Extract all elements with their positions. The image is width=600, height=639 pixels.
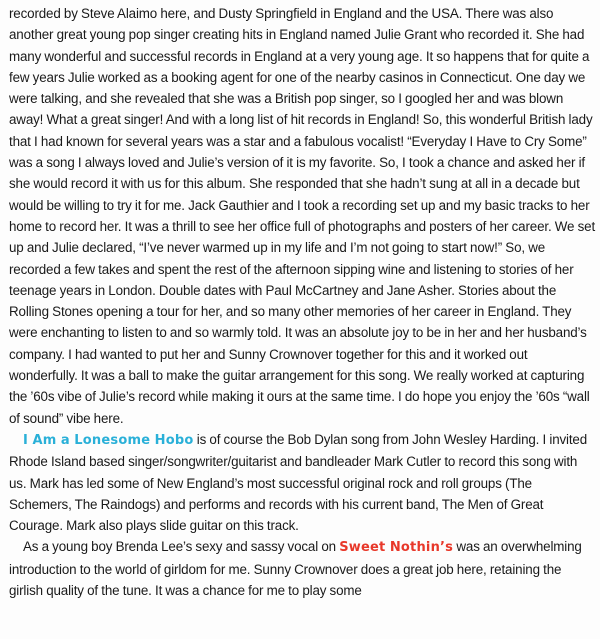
body-text bbox=[9, 3, 597, 601]
paragraph-sweet-nothins bbox=[9, 536, 597, 601]
paragraph-lonesome-hobo-text: is of course the Bob Dylan song from John Wesley Harding. I invited Rhode Island based singer/songwriter/guitarist and bandleader Mark Cutler to record this song with us. Mark has led some of New England’s most successful original rock and roll groups (The Schemers, The Raindogs) and performs and records with his current band, The Men of Great Courage. Mark also plays slide guitar on this track. bbox=[9, 431, 588, 534]
paragraph-lonesome-hobo bbox=[9, 429, 597, 536]
paragraph-sweet-nothins-after: was an overwhelming introduction to the world of girldom for me. Sunny Crownover does a great job here, retaining the girlish quality of the tune. It was a chance for me to play some bbox=[9, 539, 582, 599]
song-title-sweet-nothins: Sweet Nothin’s bbox=[339, 540, 454, 556]
song-title-lonesome-hobo: I Am a Lonesome Hobo bbox=[23, 432, 194, 448]
paragraph-sweet-nothins-before: As a young boy Brenda Lee’s sexy and sassy vocal on bbox=[23, 539, 340, 555]
paragraph-julie-grant: recorded by Steve Alaimo here, and Dusty Springfield in England and the USA. There was also another great young pop singer creating hits in England named Julie Grant who recorded it. She had many wonderful and successful records in England at a very young age. It so happens that for quite a few years Julie worked as a booking agent for one of the nearby casinos in Connecticut. One day we were talking, and she revealed that she was a British pop singer, so I googled her and was blown away! What a great singer! And with a long list of hit records in England! So, this wonderful British lady that I had known for several years was a star and a fabulous vocalist! “Everyday I Have to Cry Some” was a song I always loved and Julie’s version of it is my favorite. So, I took a chance and asked her if she would record it with us for this album. She responded that she hadn’t sung at all in a decade but would be willing to try it for me. Jack Gauthier and I took a recording set up and my basic tracks to her home to record her. It was a thrill to see her office full of photographs and posters of her career. We set up and Julie declared, “I’ve never warmed up in my life and I’m not going to start now!” So, we recorded a few takes and spent the rest of the afternoon sipping wine and listening to stories of her teenage years in London. Double dates with Paul McCartney and Jane Asher. Stories about the Rolling Stones opening a tour for her, and so many other memories of her career in England. They were enchanting to listen to and so warmly told. It was an absolute joy to be in her and her husband’s company. I had wanted to put her and Sunny Crownover together for this and it worked out wonderfully. It was a ball to make the guitar arrangement for this song. We really worked at capturing the ’60s vibe of Julie’s record while making it ours at the same time. I do hope you enjoy the ’60s “wall of sound” vibe here. bbox=[9, 6, 596, 426]
